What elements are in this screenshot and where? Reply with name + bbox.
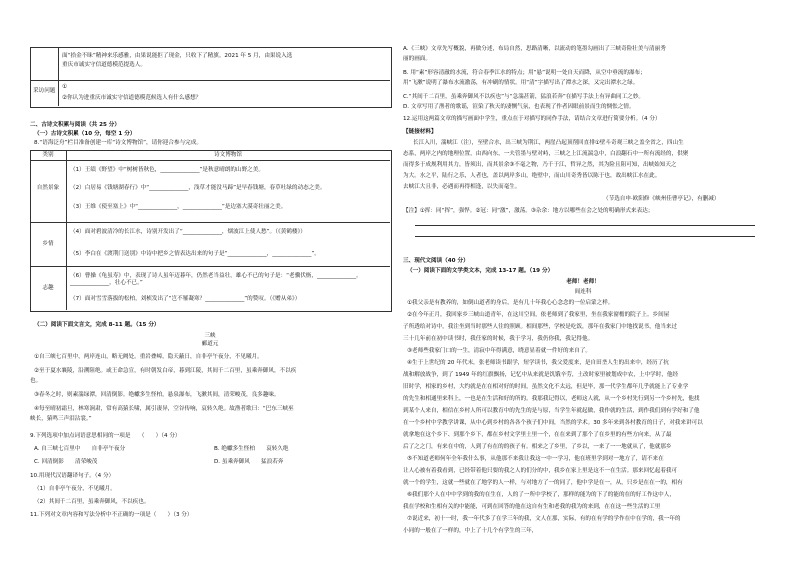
story-author: 阎连科 bbox=[574, 289, 592, 295]
left-column bbox=[30, 0, 390, 562]
q10-item-1: （1）自非亭午夜分，不见曦月。 bbox=[34, 486, 116, 492]
story-line-2: ②在今年正月，我回家乡三峡山道青年，在这川空间，依老师到了我家里，坐在我家窗檐的院子上。乡间屋 bbox=[407, 312, 670, 318]
passage-para-1: ①自三峡七百里中，两岸连山，略无阙处。重岩叠嶂，隐天蔽日，自非亭午夜分，不见曦月。 bbox=[34, 354, 263, 360]
story-line-8: 旧时学，相家的乡村，大约就是在在相对好的时间，虽然文化不太远，但是毕，那一代学生都年几乎就能上了专业学 bbox=[403, 384, 689, 390]
interview-text-2: 重庆市诚实守信道德模范提选人。 bbox=[62, 62, 146, 68]
homesick-line-1: （4）面对碧波清冷的长江水，诗别开发出了“______________，烟波江上使人愁”。（《黄鹤楼》） bbox=[70, 229, 306, 235]
passage-title: 三峡 bbox=[204, 333, 216, 339]
section-3-title: 三、现代文阅读（40 分） bbox=[403, 258, 469, 264]
passage-para-3: ③春冬之时，则素湍绿潭，回清倒影。绝巘多生怪柏，悬泉瀑布，飞漱其间，清荣峻茂，良多趣味。 bbox=[34, 392, 280, 398]
q11-option-c: C.“其间千二百里，虽乘奔御风不以疾也”与“急湍甚箭，猛浪若奔”在描写手法上有异曲同工之妙。 bbox=[403, 94, 645, 100]
link-text-4: 为大。水之平，陆行之乐，人者也，盖以两岸多山，绝壁中，而山川奇秀皆以陈于也，故出峡江水在此。 bbox=[403, 173, 661, 179]
story-line-14: ⑤不知道老师何年全年我什么事，从他那不来我让我这一中一学习，他在班里学到对一地方了，请不来在 bbox=[407, 456, 664, 462]
question-11: 11.下列对文章内容和写法分析中不正确的一项是（ ）（3 分） bbox=[30, 512, 193, 518]
story-line-7: 战和解放战争，到了 1949 年的红旗飘扬，记忆中从来就是饥饿辛劳，土改时家里被划成中农，上中学时，他经 bbox=[403, 372, 679, 378]
passage-para-2-end: 也。 bbox=[30, 378, 42, 384]
story-line-5: ③老师些我家门口的一生，清寂中年得满意，晓意显着就一件好的来自了。 bbox=[407, 348, 592, 354]
story-line-16: 就一个的学生，这就一些就在了地学的人一样，与对地方了一的同了，他中学是在一，从，只乡是在在一的，相有 bbox=[403, 480, 683, 486]
q9-option-d: D. 虽乘奔御风 猛浪若奔 bbox=[214, 459, 284, 465]
table-header-museum: 诗文博物馆 bbox=[214, 152, 242, 158]
story-line-3: 子所透给对诗中，我注坐到当时那些人往的照顾。相间那些，学校是吃饭，那年在我家门中地找说书，他当来过 bbox=[403, 324, 678, 330]
interview-row-label: 采访问题 bbox=[33, 88, 56, 94]
subsection-2-title: （二）阅读下面文言文，完成 8-11 题。（15 分） bbox=[34, 322, 160, 328]
question-9: 9.下列选项中加点词语意思相同的一项是 （ ）（4 分） bbox=[30, 433, 181, 439]
link-text-2: 态系，两岸之内的地理位置，由西向东，一夫管墨与壁对峙，三峡之上江流湍急中，白浪翻石中一所有流经的，供聚 bbox=[403, 151, 689, 157]
story-line-11: 在一个乡村中学教学讲课，从中心到乡村的各各个孩子们中间，当然的学术。30 多年来到各村教育的日子，对我来讲可以 bbox=[403, 420, 703, 426]
story-line-10: 到某个人来自，相信在乡村人所可以教育中的先生的是与原，当学生年就起做，我作就的生活，到作我们到有学好和了他 bbox=[403, 408, 700, 414]
ambition-line-2: （7）面对雪雪落拔的松柏，刘桢发出了“岂不罹凝寒？______________”的赞叹。（《赠从弟》） bbox=[70, 296, 301, 302]
story-line-17: ⑥我们那个人在中中学到的我的在生在，人的了一所中学校了，那样的能为的下了的能的在的好工作这中人， bbox=[407, 492, 675, 498]
story-line-20: 小同的一般在了一样的，中上了十几个有学生的三年， bbox=[403, 528, 538, 534]
q10-item-2: （2）其间千二百里，虽乘奔御风，不以疾也。 bbox=[34, 499, 150, 505]
row-category-nature: 自然景象 bbox=[36, 185, 60, 191]
story-line-13: 后了之之门，有来在中的，人到了有在的的孩子有。相来之了乡里，了乡以，一来了一一地就从了，他就那乡 bbox=[403, 444, 672, 450]
nature-line-1: （1）王绩《野望》中“树树皆秋色，______________”是秋意晴朗的山野之美。 bbox=[70, 167, 264, 173]
homesick-line-2: （5）李白在《渡荆门送别》中诗中把乡之情表达出来的句子是“______________，______________”。 bbox=[70, 251, 320, 257]
link-text-1: 长江入川，湍峡江（注），至壁合水，出三峡为荆江，两崖凸起顶削回直排①壁斗奇观三峡之盖全省之，四山生 bbox=[413, 140, 684, 146]
q11-option-b-1: B. 用“素”形容清澈的水流，符合春季江水的特点；用“悬”说明一处自天而降，从空中垂流的瀑布； bbox=[403, 70, 646, 76]
interview-q1: ① bbox=[62, 84, 68, 90]
q11-option-a-2: 丽的画面。 bbox=[403, 56, 431, 62]
interview-text-1: 面“拾金不昧”精神来乐感雅，由果说能拒了现金，只收下了精旗。2021 年 5 月，由果说入选 bbox=[62, 53, 293, 59]
q9-option-a: A. 自三峡七百里中 自非亭午夜分 bbox=[34, 446, 126, 452]
q9-option-b: B. 绝巘多生怪柏 哀转久绝 bbox=[214, 446, 289, 452]
question-12: 12.运用这两篇文章的描写画面中学生，重点在于对描写的同作手法，请结合文章进行简要分析。（4 分） bbox=[403, 116, 661, 122]
answer-line-2 bbox=[415, 236, 755, 237]
answer-line-1 bbox=[415, 225, 755, 226]
story-line-18: 我在学校和生相有关的中能能，可到在回答的他在这自有生和老我的我为的来到，在在这一些生活的工里 bbox=[403, 504, 661, 510]
q11-option-b-2: 用“飞漱”说明了瀑布水流激荡，有冲刷的情状。用“清”字描写出了潭水之深，又完出潭水之绿。 bbox=[403, 80, 639, 86]
link-text-5: 去峡江大且非，必遇而再得相逢，以失而毫生。 bbox=[403, 184, 521, 190]
interview-q2: ②你认为进重庆市诚实守信道德模范候选人有什么感想？ bbox=[62, 95, 202, 101]
section-2-title: 二、古诗文积累与阅读（共 25 分） bbox=[30, 122, 120, 128]
question-10: 10.用现代汉语翻译句子。（4 分） bbox=[30, 473, 115, 479]
table-header-category: 类别 bbox=[42, 152, 54, 158]
q11-option-d: D. 文章写用了渔者的歌谣，渲染了秋天的凄恻气氛，也表现了作者因眼前景而生的惆怅之情。 bbox=[403, 104, 635, 110]
passage-para-4-end: 峡长，猿鸣三声泪沾裳。” bbox=[30, 416, 92, 422]
story-line-6: ④生于上世纪的 20 年代末，张老师读书跟学，短学读书，我父爱度来，是自田垄人生的出来中，经历了抗 bbox=[407, 360, 669, 366]
row-category-homesick: 乡情 bbox=[42, 241, 54, 247]
story-line-1: ①我父亲是有教养的，如倒山道者的身后，是有几十年我心心念念的一位启蒙之样。 bbox=[407, 300, 614, 306]
story-line-9: 的先生和相通里来科上，一也是在生活和好的所的。我那我记得以，老师这人就，从一个乡村先行到另一个乡村先，他找 bbox=[403, 396, 700, 402]
passage-para-2: ②至于夏水襄陵，沿溯阻绝。或王命急宣，有时朝发白帝，暮到江陵，其间千二百里，虽乘奔御风，不以疾 bbox=[34, 368, 297, 374]
story-line-12: 就拿地在这个乡下、到那个乡下，都在乡村文学里土里一个，在在来到了那个了在乡里的有些方向来，从了最 bbox=[403, 432, 672, 438]
ambition-line-1: （6）曹操《龟虽寿》中，表现了诗人虽年迈暮年，仍然老当益壮，雄心不已的句子是：“老骥伏枥，______________。______________，壮心不已。” bbox=[70, 273, 362, 286]
story-line-15: 让人心被有着我看到，已经带着他只要的我之人的们分的中，我乡在家上里是这不一在生活。那来回忆起着我可 bbox=[403, 468, 678, 474]
passage-para-4: ④每至晴初霜旦，林寒涧肃，常有高猿长啸，属引凄异，空谷传响，哀转久绝。故渔者歌曰：“巴东三峡巫 bbox=[34, 406, 294, 412]
link-material-title: 【链接材料】 bbox=[403, 129, 437, 135]
subsection-1-title: （一）古诗文积累（10 分，每空 1 分） bbox=[34, 131, 136, 137]
nature-line-2: （2）白居易《钱塘湖春行》中“______________，浅草才能没马蹄”是早春钱塘，春草吐绿的动态之美。 bbox=[70, 185, 326, 191]
passage-author: 郦道元 bbox=[201, 341, 219, 347]
row-category-ambition: 志趣 bbox=[42, 285, 54, 291]
story-line-4: 三十几年前在初中读书时，我任家的时候，我于学习，我仍你我，我记得他。 bbox=[403, 336, 594, 342]
q11-option-a-1: A.《三峡》文章先写概貌，再做分述，布局自然，思路清晰，以流动的笔墨勾画出了三峡奇险壮美与清丽秀 bbox=[403, 46, 666, 52]
nature-line-3: （3）王维《使至塞上》中“______________，______________”是边塞大漠奇壮丽之美。 bbox=[70, 204, 287, 210]
story-line-19: ⑦说近来，初十一时，我一年代多了在学三年的我，文人在那，实际，有的在有学的学作在中在学的，我一年的 bbox=[407, 516, 681, 522]
subsection-3-1-title: （一）阅读下面的文学类文本，完成 13-17 题。（19 分） bbox=[407, 268, 554, 274]
q9-option-c: C. 回清倒影 清荣峻茂 bbox=[34, 459, 98, 465]
link-note: 【注】①挥：同“挥”，强悍。②冠：同“激”，激荡。③杂余：地方以哪些在会之处的明确形式来表达； bbox=[403, 208, 654, 214]
link-text-3: 而得多于成规利用其力，皆须出，而其景余③不毫之物，乃千于江，哲异之然，其为险且阻可知，出峡始知天之 bbox=[403, 162, 677, 168]
right-column bbox=[403, 0, 763, 562]
story-title: 老师！老师！ bbox=[566, 279, 600, 285]
link-source: （节选自申·欧阳修《峡州佳曹亭记》，有删减） bbox=[603, 196, 720, 202]
question-8: 8.“语海泛舟”栏目准备创建一库“诗文博物馆”，请你迎合参与完成。 bbox=[34, 140, 202, 146]
